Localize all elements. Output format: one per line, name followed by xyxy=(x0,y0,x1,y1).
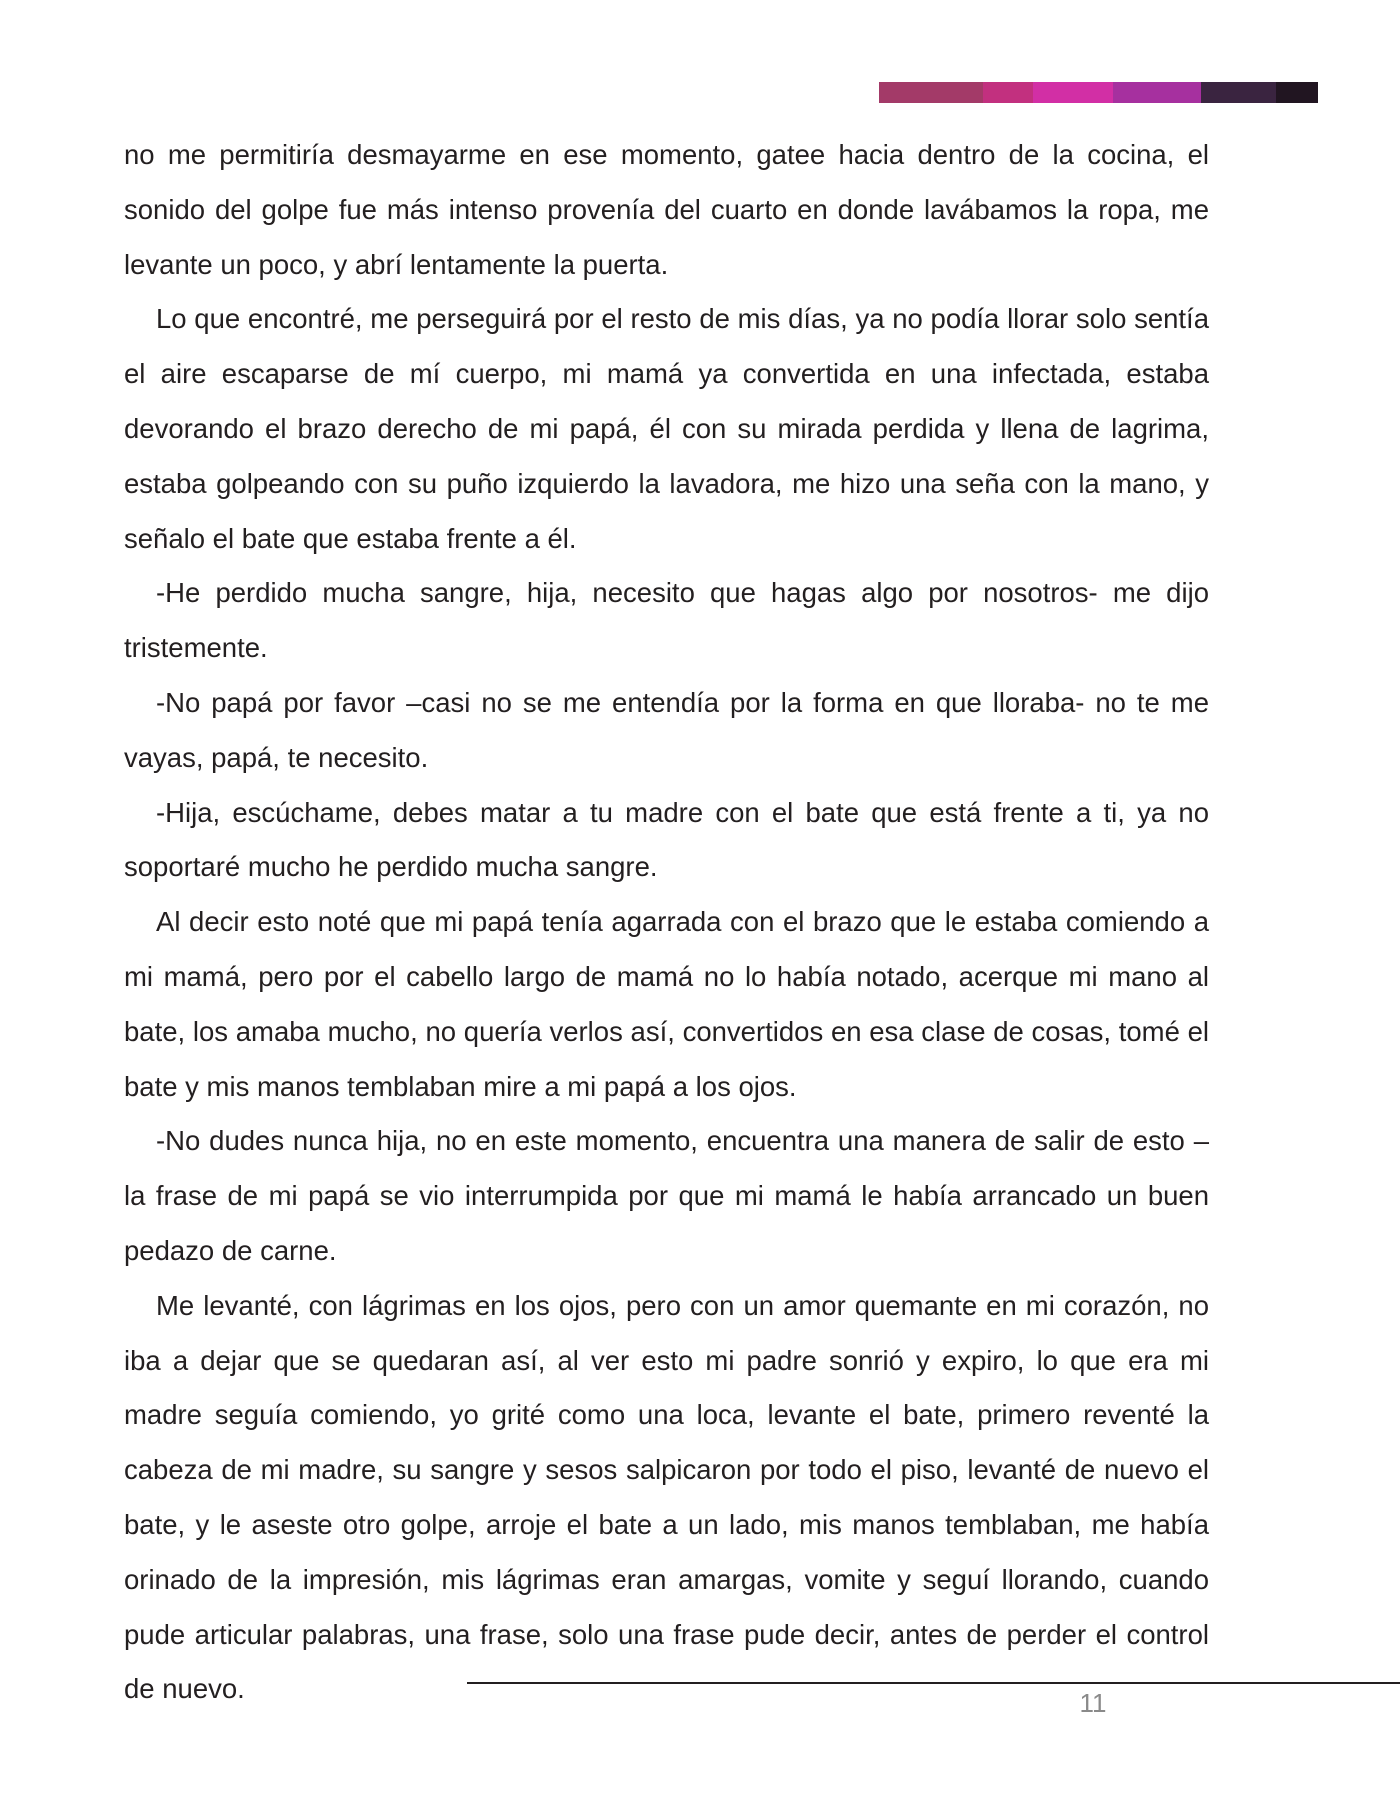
footer-rule xyxy=(467,1682,1400,1684)
paragraph: -He perdido mucha sangre, hija, necesito que hagas algo por nosotros- me dijo tristemente. xyxy=(124,577,1209,664)
accent-segment xyxy=(879,82,983,103)
paragraph: Lo que encontré, me perseguirá por el resto de mis días, ya no podía llorar solo sentía el aire escaparse de mí cuerpo, mi mamá ya convertida en una infectada, estaba devorando el brazo derecho de mi papá, él con su mirada perdida y llena de lagrima, estaba golpeando con su puño izquierdo la lavadora, me hizo una seña con la mano, y señalo el bate que estaba frente a él. xyxy=(124,303,1209,554)
accent-segment xyxy=(1276,82,1318,103)
paragraph: Me levanté, con lágrimas en los ojos, pero con un amor quemante en mi corazón, no iba a dejar que se quedaran así, al ver esto mi padre sonrió y expiro, lo que era mi madre seguía comiendo, yo grité como una loca, levante el bate, primero reventé la cabeza de mi madre, su sangre y sesos salpicaron por todo el piso, levanté de nuevo el bate, y le aseste otro golpe, arroje el bate a un lado, mis manos temblaban, me había orinado de la impresión, mis lágrimas eran amargas, vomite y seguí llorando, cuando pude articular palabras, una frase, solo una frase pude decir, antes de perder el control de nuevo. xyxy=(124,1289,1209,1705)
accent-segment xyxy=(1033,82,1113,103)
paragraph: -No dudes nunca hija, no en este momento, encuentra una manera de salir de esto –la frase de mi papá se vio interrumpida por que mi mamá le había arrancado un buen pedazo de carne. xyxy=(124,1125,1209,1266)
paragraph: -No papá por favor –casi no se me entendía por la forma en que lloraba- no te me vayas, papá, te necesito. xyxy=(124,686,1209,773)
accent-segment xyxy=(1113,82,1201,103)
body-text xyxy=(124,128,1209,1717)
accent-segment xyxy=(983,82,1033,103)
paragraph: -Hija, escúchame, debes matar a tu madre con el bate que está frente a ti, ya no soportaré mucho he perdido mucha sangre. xyxy=(124,796,1209,883)
page-number: 11 xyxy=(1079,1688,1107,1718)
header-accent-bar xyxy=(879,82,1318,103)
paragraph: Al decir esto noté que mi papá tenía agarrada con el brazo que le estaba comiendo a mi mamá, pero por el cabello largo de mamá no lo había notado, acerque mi mano al bate, los amaba mucho, no quería verlos así, convertidos en esa clase de cosas, tomé el bate y mis manos temblaban mire a mi papá a los ojos. xyxy=(124,906,1209,1102)
paragraph: no me permitiría desmayarme en ese momento, gatee hacia dentro de la cocina, el sonido del golpe fue más intenso provenía del cuarto en donde lavábamos la ropa, me levante un poco, y abrí lentamente la puerta. xyxy=(124,139,1209,280)
accent-segment xyxy=(1201,82,1276,103)
